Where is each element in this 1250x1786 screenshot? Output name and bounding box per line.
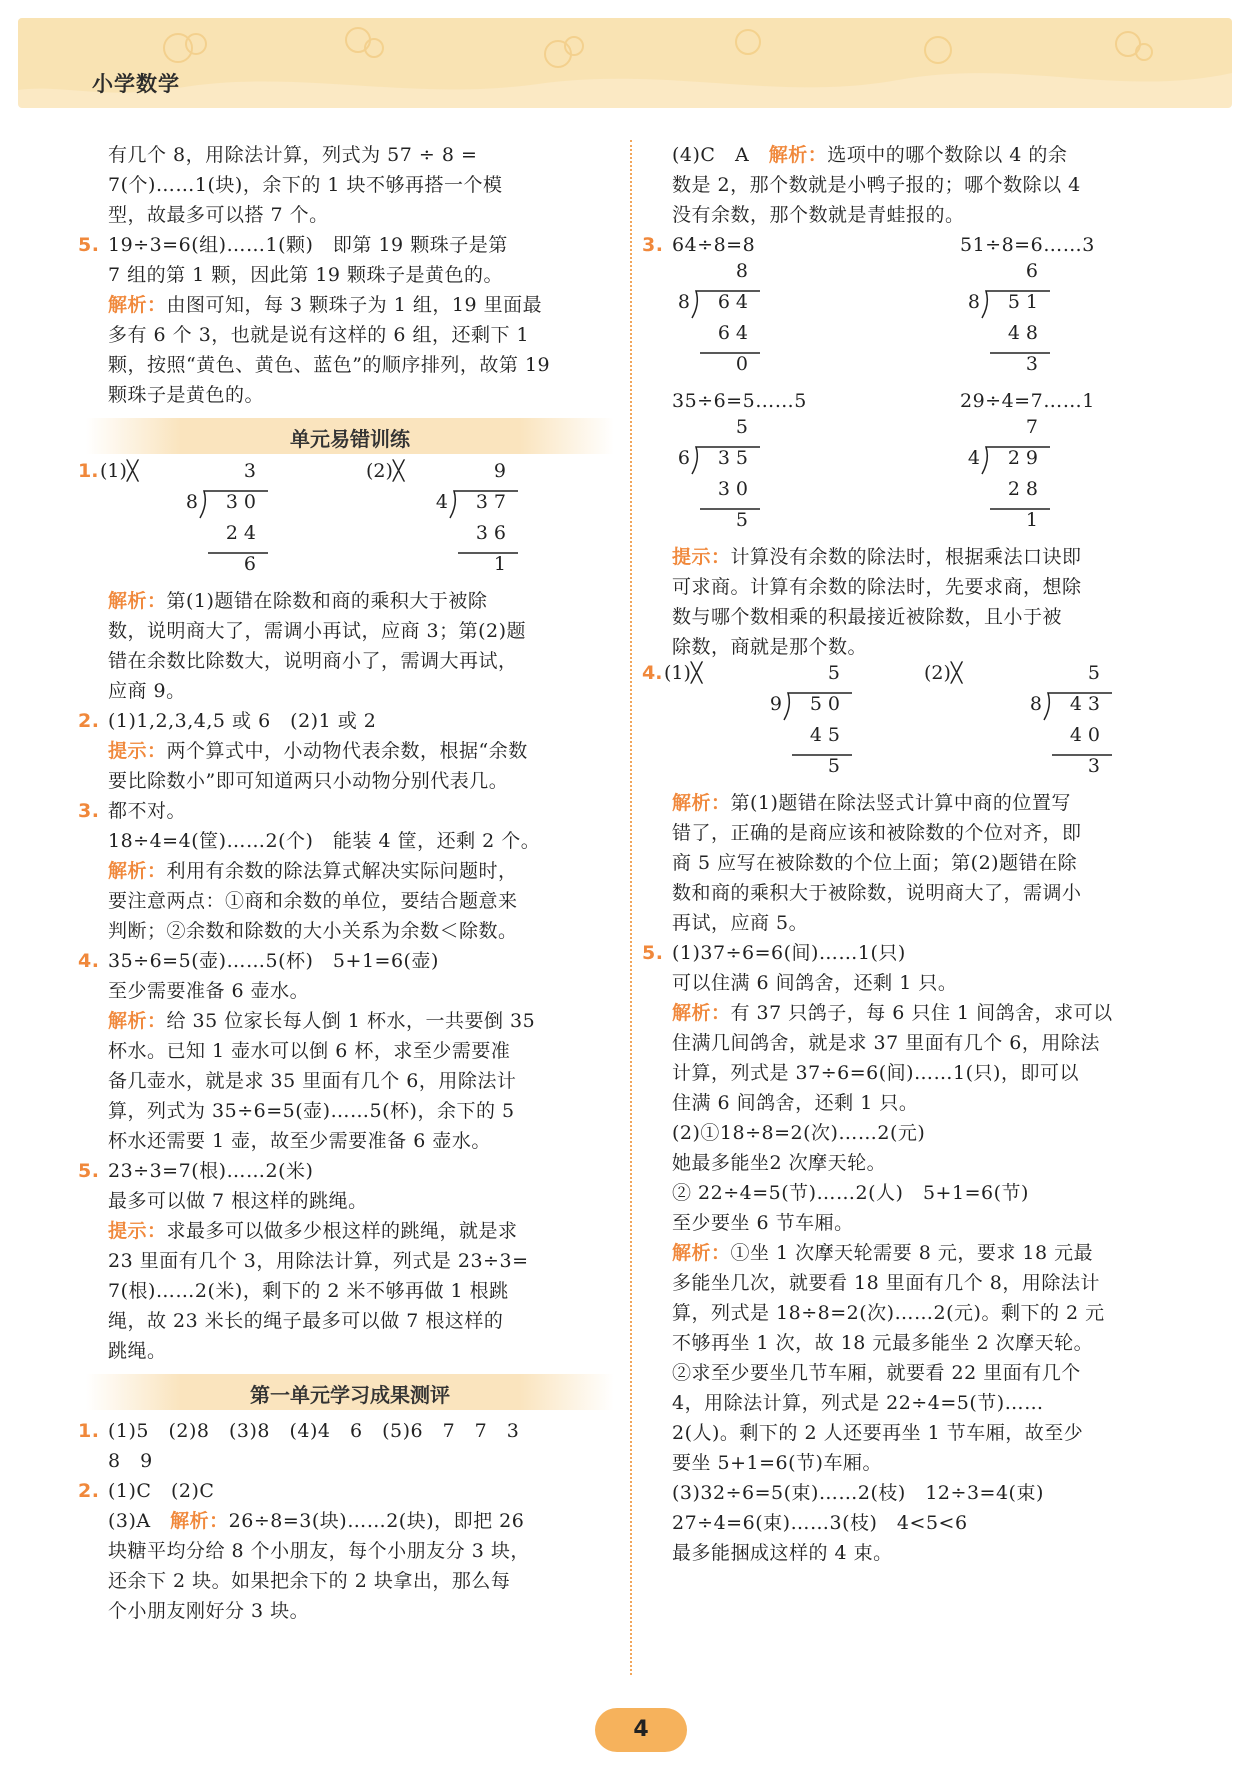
analysis-tag: 解析：	[672, 792, 731, 814]
question-number: 2.	[78, 1480, 100, 1502]
product: 48	[1007, 322, 1044, 344]
analysis-line	[78, 586, 618, 616]
equation: 35÷6=5……5	[672, 390, 807, 412]
text-line: 算，列式为 35÷6=5(壶)……5(杯)，余下的 5	[108, 1100, 515, 1122]
divisor: 8	[1029, 693, 1042, 715]
dividend: 43	[1069, 693, 1106, 715]
analysis-line	[78, 736, 618, 766]
analysis-line	[642, 1238, 1182, 1268]
answer-label: (1)╳	[100, 460, 139, 482]
text-line: 应商 9。	[108, 680, 186, 702]
text-line: (3)32÷6=5(束)……2(枝) 12÷3=4(束)	[672, 1482, 1044, 1504]
divisor: 6	[677, 447, 690, 469]
text-line: 7(个)……1(块)，余下的 1 块不够再搭一个模	[108, 174, 503, 196]
analysis-tag: 解析：	[672, 1242, 731, 1264]
question-5	[78, 230, 618, 260]
analysis-line	[78, 1216, 618, 1246]
analysis-text: 第(1)题错在除法竖式计算中商的位置写	[730, 792, 1071, 814]
text-line: 算，列式是 18÷8=2(次)……2(元)。剩下的 2 元	[672, 1302, 1105, 1324]
column-divider	[630, 140, 632, 1675]
remainder: 6	[243, 553, 262, 575]
quotient: 9	[493, 460, 512, 482]
text-line: 要比除数小”即可知道两只小动物分别代表几。	[108, 770, 509, 792]
division-bracket	[428, 460, 518, 586]
hint-tag: 提示：	[108, 1220, 167, 1242]
text-line: 跳绳。	[108, 1340, 167, 1362]
analysis-text: 第(1)题错在除数和商的乘积大于被除	[166, 590, 488, 612]
text-line: 商 5 应写在被除数的个位上面；第(2)题错在除	[672, 852, 1078, 874]
question-number: 1.	[78, 1420, 100, 1442]
answer-text: (1)C (2)C	[108, 1480, 215, 1502]
question-number: 5.	[642, 942, 664, 964]
analysis-tag: 解析：	[170, 1510, 229, 1532]
question-number: 3.	[78, 800, 100, 822]
text-line: 计算，列式是 37÷6=6(间)……1(只)，即可以	[672, 1062, 1079, 1084]
answer-text: 23÷3=7(根)……2(米)	[108, 1160, 314, 1182]
divisions-row-2	[642, 416, 1182, 542]
text-line: 再试，应商 5。	[672, 912, 809, 934]
long-division	[960, 260, 1050, 386]
question-number: 1.	[78, 460, 99, 482]
question-3	[642, 230, 1182, 260]
divisor: 8	[185, 491, 198, 513]
text-line: 备几壶水，就是求 35 里面有几个 6，用除法计	[108, 1070, 517, 1092]
question-number: 4.	[642, 662, 663, 684]
question-5	[78, 1156, 618, 1186]
quotient: 8	[735, 260, 754, 282]
product: 28	[1007, 478, 1044, 500]
division-bracket	[960, 416, 1050, 542]
text-line: 可求商。计算有余数的除法时，先要求商，想除	[672, 576, 1082, 598]
text-line: 住满 6 间鸽舍，还剩 1 只。	[672, 1092, 919, 1114]
text-line: (2)①18÷8=2(次)……2(元)	[672, 1122, 926, 1144]
section-heading-unit-test	[86, 1374, 614, 1410]
quotient: 5	[735, 416, 754, 438]
division-bracket	[762, 662, 852, 788]
divisor: 9	[769, 693, 782, 715]
text-line: 有几个 8，用除法计算，列式为 57 ÷ 8 =	[108, 144, 478, 166]
text-line: 2(人)。剩下的 2 人还要再坐 1 节车厢，故至少	[672, 1422, 1084, 1444]
answer-text: (1)37÷6=6(间)……1(只)	[672, 942, 906, 964]
dividend: 35	[717, 447, 754, 469]
product: 24	[225, 522, 262, 544]
long-division	[960, 416, 1050, 542]
remainder: 5	[827, 755, 846, 777]
equation: 64÷8=8	[672, 234, 756, 256]
text-line: 住满几间鸽舍，就是求 37 里面有几个 6，用除法	[672, 1032, 1100, 1054]
dividend: 29	[1007, 447, 1044, 469]
text-line: 数是 2，那个数就是小鸭子报的；哪个数除以 4	[672, 174, 1081, 196]
text-line: 至少需要准备 6 壶水。	[108, 980, 310, 1002]
right-column	[642, 140, 1182, 1568]
hint-tag: 提示：	[108, 740, 167, 762]
analysis-tag: 解析：	[108, 590, 167, 612]
remainder: 0	[735, 353, 754, 375]
division-bracket	[178, 460, 268, 586]
analysis-text: 有 37 只鸽子，每 6 只住 1 间鸽舍，求可以	[730, 1002, 1113, 1024]
question-1-divisions	[78, 460, 618, 586]
text-line: 不够再坐 1 次，故 18 元最多能坐 2 次摩天轮。	[672, 1332, 1094, 1354]
long-division	[762, 662, 852, 788]
divisor: 8	[967, 291, 980, 313]
text-line: 要注意两点：①商和余数的单位，要结合题意来	[108, 890, 518, 912]
left-column	[78, 140, 618, 1626]
answer-text: (4)C A	[672, 144, 750, 166]
divisor: 4	[967, 447, 980, 469]
product: 64	[717, 322, 754, 344]
analysis-text: 两个算式中，小动物代表余数，根据“余数	[166, 740, 528, 762]
text-line: 绳，故 23 米长的绳子最多可以做 7 根这样的	[108, 1310, 504, 1332]
question-2	[78, 1476, 618, 1506]
text-line: 7 组的第 1 颗，因此第 19 颗珠子是黄色的。	[108, 264, 504, 286]
text-line: 颗珠子是黄色的。	[108, 384, 265, 406]
product: 36	[475, 522, 512, 544]
header-banner	[18, 18, 1232, 108]
text-line: 8 9	[108, 1450, 153, 1472]
text-line: 错了，正确的是商应该和被除数的个位对齐，即	[672, 822, 1082, 844]
question-4-divisions	[642, 662, 1182, 788]
question-2-4	[642, 140, 1182, 170]
product: 45	[809, 724, 846, 746]
section-title: 第一单元学习成果测评	[250, 1383, 450, 1407]
analysis-tag: 解析：	[108, 294, 167, 316]
remainder: 1	[493, 553, 512, 575]
quotient: 5	[1087, 662, 1106, 684]
text-line: 最多可以做 7 根这样的跳绳。	[108, 1190, 368, 1212]
division-bracket	[960, 260, 1050, 386]
division-bracket	[670, 416, 760, 542]
answer-text: 35÷6=5(壶)……5(杯) 5+1=6(壶)	[108, 950, 439, 972]
analysis-text: ①坐 1 次摩天轮需要 8 元，要求 18 元最	[730, 1242, 1094, 1264]
text-line: 杯水。已知 1 壶水可以倒 6 杯，求至少需要准	[108, 1040, 511, 1062]
analysis-line	[642, 788, 1182, 818]
question-number: 5.	[78, 234, 100, 256]
analysis-line	[642, 542, 1182, 572]
analysis-tag: 解析：	[108, 860, 167, 882]
divisor: 4	[435, 491, 448, 513]
equation: 29÷4=7……1	[960, 390, 1095, 412]
text-line: 还余下 2 块。如果把余下的 2 块拿出，那么每	[108, 1570, 511, 1592]
analysis-line	[78, 290, 618, 320]
text-line: 可以住满 6 间鸽舍，还剩 1 只。	[672, 972, 958, 994]
answer-text: 19÷3=6(组)……1(颗) 即第 19 颗珠子是第	[108, 234, 508, 256]
question-4	[78, 946, 618, 976]
product: 40	[1069, 724, 1106, 746]
long-division	[178, 460, 268, 586]
analysis-line	[78, 1506, 618, 1536]
quotient: 7	[1025, 416, 1044, 438]
equations-row	[642, 386, 1182, 416]
answer-text: 都不对。	[108, 800, 187, 822]
banner-decoration	[18, 18, 1232, 108]
answer-label: (2)╳	[366, 460, 405, 482]
text-line: 杯水还需要 1 壶，故至少需要准备 6 壶水。	[108, 1130, 491, 1152]
text-line: ② 22÷4=5(节)……2(人) 5+1=6(节)	[672, 1182, 1029, 1204]
question-1	[78, 1416, 618, 1446]
quotient: 3	[243, 460, 262, 482]
text-line: 数与哪个数相乘的积最接近被除数，且小于被	[672, 606, 1063, 628]
text-line: 7(根)……2(米)，剩下的 2 米不够再做 1 根跳	[108, 1280, 509, 1302]
divisor: 8	[677, 291, 690, 313]
divisions-row-1	[642, 260, 1182, 386]
answer-text: (1)1,2,3,4,5 或 6 (2)1 或 2	[108, 710, 377, 732]
long-division	[1022, 662, 1112, 788]
question-3	[78, 796, 618, 826]
dividend: 50	[809, 693, 846, 715]
analysis-tag: 解析：	[108, 1010, 167, 1032]
long-division	[670, 416, 760, 542]
text-line: 4，用除法计算，列式是 22÷4=5(节)……	[672, 1392, 1044, 1414]
analysis-text: 求最多可以做多少根这样的跳绳，就是求	[166, 1220, 518, 1242]
product: 30	[717, 478, 754, 500]
analysis-text: 计算没有余数的除法时，根据乘法口诀即	[730, 546, 1082, 568]
question-5	[642, 938, 1182, 968]
analysis-text: 由图可知，每 3 颗珠子为 1 组，19 里面最	[166, 294, 543, 316]
text-line: 块糖平均分给 8 个小朋友，每个小朋友分 3 块，	[108, 1540, 530, 1562]
text-line: 型，故最多可以搭 7 个。	[108, 204, 329, 226]
dividend: 37	[475, 491, 512, 513]
dividend: 64	[717, 291, 754, 313]
analysis-text: 给 35 位家长每人倒 1 杯水，一共要倒 35	[166, 1010, 536, 1032]
page-number: 4	[595, 1708, 687, 1752]
text-line: 多能坐几次，就要看 18 里面有几个 8，用除法计	[672, 1272, 1100, 1294]
text-line: ②求至少要坐几节车厢，就要看 22 里面有几个	[672, 1362, 1081, 1384]
analysis-text: 利用有余数的除法算式解决实际问题时，	[166, 860, 518, 882]
quotient: 6	[1025, 260, 1044, 282]
analysis-tag: 解析：	[672, 1002, 731, 1024]
dividend: 30	[225, 491, 262, 513]
text-line: 27÷4=6(束)……3(枝) 4<5<6	[672, 1512, 968, 1534]
hint-tag: 提示：	[672, 546, 731, 568]
analysis-line	[78, 1006, 618, 1036]
text-line: 多有 6 个 3，也就是说有这样的 6 组，还剩下 1	[108, 324, 530, 346]
remainder: 5	[735, 509, 754, 531]
analysis-line	[78, 856, 618, 886]
remainder: 3	[1025, 353, 1044, 375]
text-line: 最多能捆成这样的 4 束。	[672, 1542, 893, 1564]
answer-text: (1)5 (2)8 (3)8 (4)4 6 (5)6 7 7 3	[108, 1420, 520, 1442]
subject-title: 小学数学	[92, 72, 180, 96]
analysis-text: 选项中的哪个数除以 4 的余	[827, 144, 1068, 166]
equation: 51÷8=6……3	[960, 234, 1095, 256]
dividend: 51	[1007, 291, 1044, 313]
section-heading-errors	[86, 418, 614, 454]
text-line: 除数，商就是那个数。	[672, 636, 868, 658]
long-division	[670, 260, 760, 386]
question-number: 3.	[642, 234, 664, 256]
remainder: 3	[1087, 755, 1106, 777]
answer-label: (1)╳	[664, 662, 703, 684]
text-line: 要坐 5+1=6(节)车厢。	[672, 1452, 882, 1474]
text-line: 数，说明商大了，需调小再试，应商 3；第(2)题	[108, 620, 527, 642]
text-line: 她最多能坐2 次摩天轮。	[672, 1152, 887, 1174]
text-line: 23 里面有几个 3，用除法计算，列式是 23÷3=	[108, 1250, 529, 1272]
remainder: 1	[1025, 509, 1044, 531]
text-line: 颗，按照“黄色、黄色、蓝色”的顺序排列，故第 19	[108, 354, 551, 376]
text-line: 没有余数，那个数就是青蛙报的。	[672, 204, 965, 226]
question-number: 5.	[78, 1160, 100, 1182]
text-line: 18÷4=4(筐)……2(个) 能装 4 筐，还剩 2 个。	[108, 830, 541, 852]
division-bracket	[1022, 662, 1112, 788]
quotient: 5	[827, 662, 846, 684]
analysis-line	[642, 998, 1182, 1028]
question-2	[78, 706, 618, 736]
section-title: 单元易错训练	[290, 427, 410, 451]
long-division	[428, 460, 518, 586]
division-bracket	[670, 260, 760, 386]
text-line: 个小朋友刚好分 3 块。	[108, 1600, 310, 1622]
analysis-tag: 解析：	[768, 144, 828, 166]
answer-label: (2)╳	[924, 662, 963, 684]
text-line: 至少要坐 6 节车厢。	[672, 1212, 854, 1234]
text-line: 数和商的乘积大于被除数，说明商大了，需调小	[672, 882, 1082, 904]
text-line: 判断；②余数和除数的大小关系为余数＜除数。	[108, 920, 518, 942]
answer-text: (3)A	[108, 1510, 151, 1532]
analysis-text: 26÷8=3(块)……2(块)，即把 26	[228, 1510, 525, 1532]
question-number: 4.	[78, 950, 100, 972]
question-number: 2.	[78, 710, 100, 732]
text-line: 错在余数比除数大，说明商小了，需调大再试，	[108, 650, 518, 672]
